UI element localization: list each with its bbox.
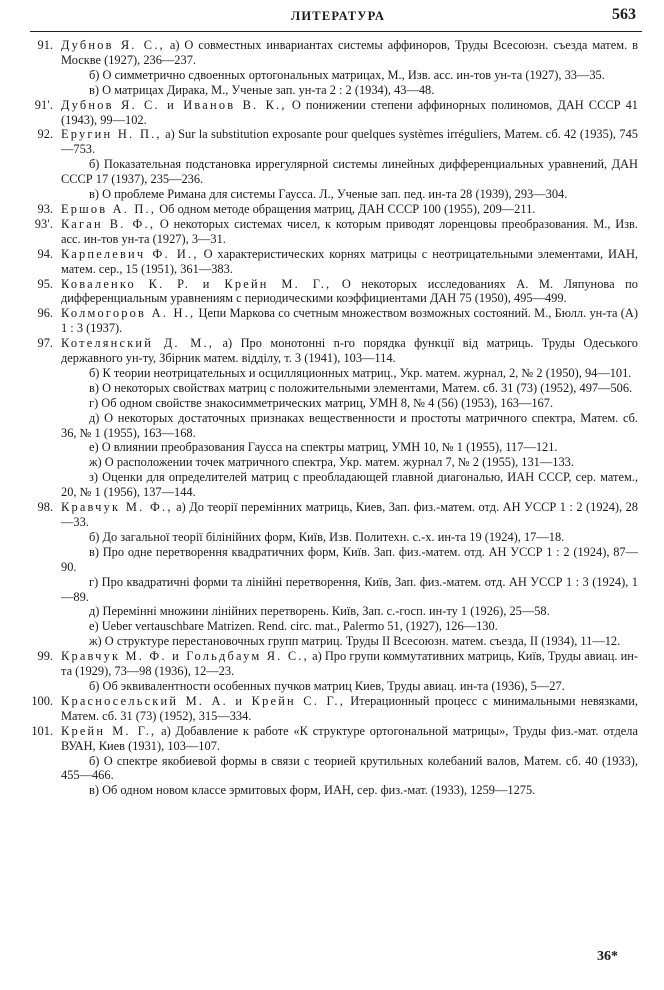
reference-entry — [12, 127, 638, 157]
reference-entry — [12, 98, 638, 128]
reference-number: 98. — [37, 500, 53, 515]
reference-number: 91. — [37, 38, 53, 52]
reference-subentry: в) О некоторых свойствах матриц с положительными элементами, Матем. сб. 31 (73) (1952), 497—506. — [89, 380, 633, 395]
reference-entry — [12, 217, 638, 247]
reference-subentry: з) Оценки для определителей матриц с преобладающей главной диагональю, ИАН СССР, сер. матем., 20, № 1 (1956), 137—144. — [61, 470, 638, 500]
signature-mark: 36* — [597, 949, 618, 964]
reference-author: Дубнов Я. С., — [61, 38, 165, 52]
reference-author: Каган В. Ф., — [61, 216, 156, 231]
reference-text: О характеристических корнях матрицы с неотрицательными элементами, ИАН, матем. сер., 15 (1951), 361—383. — [61, 246, 638, 276]
reference-author: Кравчук М. Ф., — [61, 500, 173, 515]
reference-text: О понижении степени аффинорных полиномов, ДАН СССР 41 (1943), 99—102. — [61, 97, 638, 127]
reference-text: О некоторых системах чисел, к которым приводят лоренцовы преобразования. М., Изв. асс. ин-тов ун-та (1927), 3—31. — [61, 216, 638, 246]
page-header — [30, 6, 646, 30]
reference-text: а) О совместных инвариантах системы аффиноров, Труды Всесоюзн. съезда матем. в Москве (1927), 236—237. — [61, 38, 638, 67]
reference-subentry: б) О симметрично сдвоенных ортогональных матрицах, М., Изв. асс. ин-тов ун-та (1927), 33—35. — [89, 67, 605, 82]
reference-subentry: в) Про одне перетворення квадратичних форм, Київ. Зап. физ.-матем. отд. АН УССР 1 : 2 (1924), 87—90. — [61, 544, 638, 574]
reference-subentry: ж) О структуре перестановочных групп матриц. Труды II Всесоюзн. матем. съезда, II (1934), 11—12. — [89, 634, 621, 649]
reference-subentry: д) Перемінні множини лінійних перетворень. Київ, Зап. с.-госп. ин-ту 1 (1926), 25—58. — [89, 604, 550, 619]
reference-author: Еругин Н. П., — [61, 127, 162, 142]
reference-list — [12, 38, 638, 798]
reference-text: а) Про монотонні n-го порядка функції від матриць. Труды Одеського державного ун-ту, Збірник матем. відділу, т. 3 (1941), 103—114. — [61, 336, 638, 366]
reference-author: Кравчук М. Ф. и Гольдбаум Я. С., — [61, 649, 309, 664]
reference-entry — [12, 306, 638, 336]
reference-entry — [12, 38, 638, 68]
reference-number: 99. — [37, 649, 53, 664]
reference-subentry: б) До загальної теорії білінійних форм, Київ, Изв. Политехн. с.-х. ин-та 19 (1924), 17—18. — [89, 529, 565, 544]
header-rule — [30, 31, 642, 32]
reference-subentry: ж) О расположении точек матричного спектра, Укр. матем. журнал 7, № 2 (1955), 131—133. — [89, 455, 574, 470]
reference-text: Об одном методе обращения матриц, ДАН СССР 100 (1955), 209—211. — [156, 201, 536, 216]
reference-number: 101. — [31, 723, 53, 738]
reference-entry — [12, 336, 638, 366]
reference-subentry: в) О проблеме Римана для системы Гаусса. Л., Ученые зап. пед. ин-та 28 (1939), 293—304. — [89, 187, 568, 202]
reference-entry — [12, 724, 638, 754]
reference-text: Цепи Маркова со счетным множеством возможных состояний. М., Бюлл. ун-та (А) 1 : 3 (1937). — [61, 306, 638, 336]
reference-text: Итерационный процесс с минимальными невязками, Матем. сб. 31 (73) (1952), 315—334. — [61, 693, 639, 723]
reference-subentry: б) О спектре якобиевой формы в связи с теорией крутильных колебаний валов, Матем. сб. 40 (1933), 455—466. — [61, 753, 638, 783]
reference-number: 91′. — [34, 97, 53, 112]
reference-number: 93. — [37, 201, 53, 216]
reference-subentry: б) К теории неотрицательных и осцилляционных матриц., Укр. матем. журнал, 2, № 2 (1950), 94—101. — [89, 365, 632, 380]
reference-subentry: е) О влиянии преобразования Гаусса на спектры матриц, УМН 10, № 1 (1955), 117—121. — [89, 440, 558, 455]
reference-author: Котелянский Д. М., — [61, 336, 215, 351]
reference-subentry: д) О некоторых достаточных признаках вещественности и простоты матричного спектра, Матем. сб. 36, № 1 (1955), 163—168. — [61, 410, 638, 440]
reference-text: а) До теорії перемінних матриць, Киев, Зап. физ.-матем. отд. АН УССР 1 : 2 (1924), 28—33. — [61, 500, 638, 529]
reference-author: Ершов А. П., — [61, 201, 157, 216]
reference-text: О некоторых исследованиях А. М. Ляпунова по дифференциальным уравнениям с периодическими коэффициентами ДАН 75 (1950), 495—499. — [61, 276, 638, 306]
reference-entry — [12, 694, 638, 724]
reference-number: 96. — [37, 306, 53, 321]
reference-author: Крейн М. Г., — [61, 723, 157, 738]
reference-author: Дубнов Я. С. и Иванов В. К., — [61, 97, 287, 112]
reference-text: а) Про групи коммутативних матриць, Київ, Труды авиац. ин-та (1929), 73—98 (1936), 12—23. — [61, 649, 638, 679]
reference-number: 92. — [37, 127, 53, 142]
reference-subentry: в) О матрицах Дирака, М., Ученые зап. ун-та 2 : 2 (1934), 43—48. — [89, 82, 435, 97]
running-title: ЛИТЕРАТУРА — [290, 9, 386, 23]
reference-author: Коваленко К. Р. и Крейн М. Г., — [61, 276, 332, 291]
reference-subentry: г) Об одном свойстве знакосимметрических матриц, УМН 8, № 4 (56) (1953), 163—167. — [89, 395, 554, 410]
reference-number: 97. — [37, 336, 53, 351]
reference-entry — [12, 277, 638, 307]
reference-number: 95. — [37, 276, 53, 291]
reference-text: а) Добавление к работе «К структуре ортогональной матрицы», Труды физ.-мат. отдела ВУАН, Киев (1931), 103—107. — [61, 723, 638, 753]
reference-subentry: в) Об одном новом классе эрмитовых форм, ИАН, сер. физ.-мат. (1933), 1259—1275. — [89, 783, 536, 798]
reference-subentry: г) Про квадратичні форми та лінійні перетворення, Київ, Зап. физ.-матем. отд. АН УССР 1 : 3 (1924), 1—89. — [61, 574, 638, 604]
reference-subentry: е) Ueber vertauschbare Matrizen. Rend. circ. mat., Palermo 51, (1927), 126—130. — [89, 619, 498, 634]
reference-number: 100. — [31, 693, 53, 708]
reference-entry — [12, 500, 638, 530]
reference-entry — [12, 649, 638, 679]
reference-text: а) Sur la substitution exposante pour quelques systèmes irréguliers, Матем. сб. 42 (1935), 745—753. — [61, 127, 638, 157]
reference-entry — [12, 247, 638, 277]
reference-number: 94. — [37, 246, 53, 261]
page-number: 563 — [612, 6, 636, 23]
reference-entry — [12, 202, 638, 217]
reference-subentry: б) Об эквивалентности особенных пучков матриц Киев, Труды авиац. ин-та (1936), 5—27. — [89, 678, 565, 693]
reference-author: Карпелевич Ф. И., — [61, 246, 199, 261]
reference-number: 93′. — [34, 216, 53, 231]
reference-subentry: б) Показательная подстановка иррегулярной системы линейных дифференциальных уравнений, ДАН СССР 17 (1937), 235—236. — [61, 157, 638, 187]
reference-author: Колмогоров А. Н., — [61, 306, 196, 321]
reference-author: Красносельский М. А. и Крейн С. Г., — [61, 693, 346, 708]
